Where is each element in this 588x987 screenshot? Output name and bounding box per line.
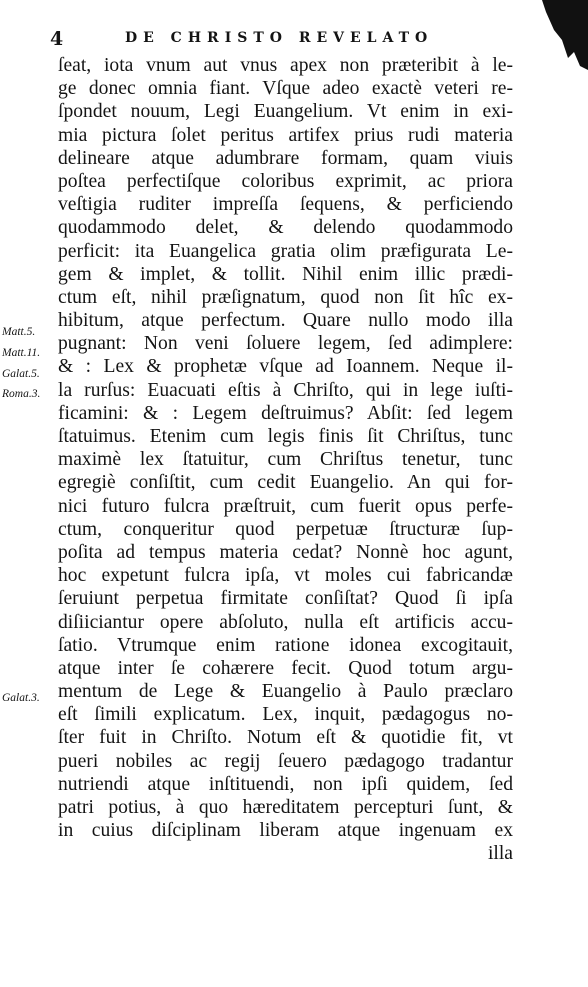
text-line: ſatio. Vtrumque enim ratione idonea excogitauit, xyxy=(58,634,513,656)
text-line: veſtigia ruditer impreſſa ſequens, & perficiendo xyxy=(58,194,513,216)
text-line: hibitum, atque perfectum. Quare nullo modo illa xyxy=(58,310,513,332)
body-text xyxy=(58,54,513,866)
text-line: ſeruiunt perpetua firmitate conſiſtat? Quod ſi ipſa xyxy=(58,588,513,610)
text-line: mia pictura ſolet peritus artifex prius rudi materia xyxy=(58,124,513,146)
margin-note: Galat.3. xyxy=(2,692,40,704)
text-line: gem & implet, & tollit. Nihil enim illic prædi- xyxy=(58,263,513,285)
text-line: ſtatuimus. Etenim cum legis finis ſit Chriſtus, tunc xyxy=(58,426,513,447)
page-number: 4 xyxy=(50,28,64,50)
margin-note: Galat.5. xyxy=(2,368,40,380)
text-line: perficit: ita Euangelica gratia olim præfigurata Le- xyxy=(58,240,513,262)
text-line: ſpondet nouum, Legi Euangelium. Vt enim in exi- xyxy=(58,101,513,123)
page-header xyxy=(0,20,588,48)
text-line: egregiè conſiſtit, cum cedit Euangelio. An qui for- xyxy=(58,472,513,494)
text-line: nutriendi atque inſtituendi, non ipſi quidem, ſed xyxy=(58,773,513,795)
text-line: poſita ad tempus materia cedat? Nonnè hoc agunt, xyxy=(58,541,513,563)
margin-note: Matt.11. xyxy=(2,347,41,359)
catchword: illa xyxy=(487,843,513,865)
text-line: mentum de Lege & Euangelio à Paulo præclaro xyxy=(58,681,513,703)
text-line: ſeat, iota vnum aut vnus apex non præteribit à le- xyxy=(58,55,513,76)
text-line: ge donec omnia fiant. Vſque adeo exactè veteri re- xyxy=(58,78,513,100)
text-line: patri potius, à quo hæreditatem percepturi ſunt, & xyxy=(58,797,513,818)
page-edge-shadow xyxy=(528,0,588,70)
text-line: nici futuro fulcra præſtruit, cum fuerit opus perfe- xyxy=(58,495,513,517)
text-line: ſter fuit in Chriſto. Notum eſt & quotidie fit, vt xyxy=(58,727,513,749)
running-title: DE CHRISTO REVELATO xyxy=(125,30,434,46)
text-line: atque inter ſe cohærere fecit. Quod totum argu- xyxy=(58,657,513,679)
margin-note: Roma.3. xyxy=(2,388,41,400)
text-line: hoc expetunt fulcra ipſa, vt moles cui fabricandæ xyxy=(58,565,513,587)
text-line: & : Lex & prophetæ vſque ad Ioannem. Neque il- xyxy=(58,356,513,378)
text-line: delineare atque adumbrare formam, quam viuis xyxy=(58,147,513,169)
margin-note: Matt.5. xyxy=(2,326,36,338)
text-line: ctum, conqueritur quod perpetuæ ſtructuræ ſup- xyxy=(58,518,513,540)
text-line: pueri nobiles ac regij ſeuero pædagogo tradantur xyxy=(58,750,513,772)
text-line: quodammodo delet, & delendo quodammodo xyxy=(58,217,513,239)
text-line: ctum eſt, nihil præſignatum, quod non ſit hîc ex- xyxy=(58,286,513,308)
text-line: in cuius diſciplinam liberam atque ingenuam ex xyxy=(58,820,513,842)
text-line: eſt ſimili explicatum. Lex, inquit, pædagogus no- xyxy=(58,704,513,726)
text-line: ficamini: & : Legem deſtruimus? Abſit: ſed legem xyxy=(58,402,513,424)
text-line: maximè lex ſtatuitur, cum Chriſtus tenetur, tunc xyxy=(58,449,513,471)
text-line: la rurſus: Euacuati eſtis à Chriſto, qui in lege iuſti- xyxy=(58,379,513,401)
text-line: pugnant: Non veni ſoluere legem, ſed adimplere: xyxy=(58,333,513,355)
text-line: diſiiciantur opere abſoluto, nulla eſt artificis accu- xyxy=(58,611,513,633)
text-line: poſtea perfectiſque coloribus exprimit, ac priora xyxy=(58,170,513,192)
